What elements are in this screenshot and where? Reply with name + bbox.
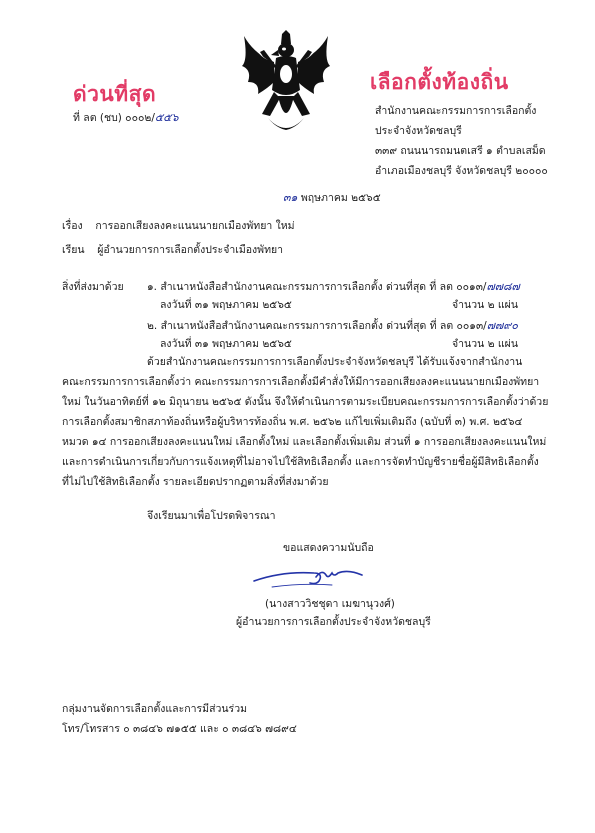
footer-department: กลุ่มงานจัดการเลือกตั้งและการมีส่วนร่วม xyxy=(62,703,248,715)
date-day-handwritten: ๓๑ xyxy=(283,191,298,204)
urgency-stamp: ด่วนที่สุด xyxy=(73,82,157,106)
enclosure-item-1-line1: ๑. สำเนาหนังสือสำนักงานคณะกรรมการการเลือกตั้ง ด่วนที่สุด ที่ ลต ๐๐๑๓/๗๗๘๗ xyxy=(147,280,520,293)
closing-request: จึงเรียนมาเพื่อโปรดพิจารณา xyxy=(147,510,276,522)
enclosure-item-2-quantity: จำนวน ๒ แผ่น xyxy=(452,338,518,350)
document-number-handwritten: ๕๕๖ xyxy=(154,111,179,124)
recipient-line xyxy=(62,243,283,257)
subject-label: เรื่อง xyxy=(62,220,83,232)
recipient-text: ผู้อำนวยการการเลือกตั้งประจำเมืองพัทยา xyxy=(97,244,284,256)
office-name-line2: ประจำจังหวัดชลบุรี xyxy=(375,125,462,137)
enclosure-item-2-handwritten-no: ๗๗๙๐ xyxy=(486,319,519,332)
body-line-6: และการดำเนินการเกี่ยวกับการแจ้งเหตุที่ไม่อาจไปใช้สิทธิเลือกตั้ง และการจัดทำบัญชีรายชื่อผู้มีสิทธิเลือกตั้ง xyxy=(62,456,539,468)
signature-icon xyxy=(252,557,364,591)
closing-salutation: ขอแสดงความนับถือ xyxy=(283,542,374,554)
enclosure-item-1-date: ลงวันที่ ๓๑ พฤษภาคม ๒๕๖๕ xyxy=(160,299,292,311)
body-line-7: ที่ไม่ไปใช้สิทธิเลือกตั้ง รายละเอียดปรากฏตามสิ่งที่ส่งมาด้วย xyxy=(62,476,329,488)
enclosure-item-1-quantity: จำนวน ๒ แผ่น xyxy=(452,299,518,311)
office-address-line1: ๓๓๙ ถนนนารถมนตเสรี ๑ ตำบลเสม็ด xyxy=(375,145,546,157)
document-number xyxy=(73,111,179,125)
date-month-year: พฤษภาคม ๒๕๖๕ xyxy=(300,192,381,204)
body-line-5: หมวด ๑๔ การออกเสียงลงคะแนนใหม่ เลือกตั้งใหม่ และเลือกตั้งเพิ่มเติม ส่วนที่ ๑ การออกเสียงลงคะแนนใหม่ xyxy=(62,436,547,448)
body-line-2: คณะกรรมการการเลือกตั้งว่า คณะกรรมการการเลือกตั้งมีคำสั่งให้มีการออกเสียงลงคะแนนนายกเมืองพัทยา xyxy=(62,376,540,388)
enclosures-label: สิ่งที่ส่งมาด้วย xyxy=(62,281,124,293)
signer-position: ผู้อำนวยการการเลือกตั้งประจำจังหวัดชลบุรี xyxy=(236,616,431,628)
office-address-line2: อำเภอเมืองชลบุรี จังหวัดชลบุรี ๒๐๐๐๐ xyxy=(375,165,548,177)
subject-line xyxy=(62,219,295,233)
document-number-prefix: ที่ ลต (ชบ) ๐๐๐๒/ xyxy=(73,112,155,124)
letter-date xyxy=(283,191,381,205)
recipient-label: เรียน xyxy=(62,244,85,256)
body-line-4: การเลือกตั้งสมาชิกสภาท้องถิ่นหรือผู้บริหารท้องถิ่น พ.ศ. ๒๕๖๒ แก้ไขเพิ่มเติมถึง (ฉบับที่ ๓) พ.ศ. ๒๕๖๔ xyxy=(62,416,523,428)
election-title: เลือกตั้งท้องถิ่น xyxy=(370,70,509,94)
body-line-3: ใหม่ ในวันอาทิตย์ที่ ๑๒ มิถุนายน ๒๕๖๕ ดังนั้น จึงให้ดำเนินการตามระเบียบคณะกรรมการการเลือกตั้งว่าด้วย xyxy=(62,396,549,408)
subject-text: การออกเสียงลงคะแนนนายกเมืองพัทยา ใหม่ xyxy=(95,220,295,232)
enclosure-item-1-handwritten-no: ๗๗๘๗ xyxy=(486,280,520,293)
signer-name: (นางสาววิชชุดา เมฆานุวงศ์) xyxy=(265,598,395,610)
body-line-1: ด้วยสำนักงานคณะกรรมการการเลือกตั้งประจำจังหวัดชลบุรี ได้รับแจ้งจากสำนักงาน xyxy=(147,356,523,368)
office-name-line1: สำนักงานคณะกรรมการการเลือกตั้ง xyxy=(375,105,537,117)
enclosure-item-2-line1: ๒. สำเนาหนังสือสำนักงานคณะกรรมการการเลือกตั้ง ด่วนที่สุด ที่ ลต ๐๐๑๓/๗๗๙๐ xyxy=(147,319,519,332)
enclosure-item-2-date: ลงวันที่ ๓๑ พฤษภาคม ๒๕๖๕ xyxy=(160,338,292,350)
garuda-emblem-icon xyxy=(238,30,334,138)
footer-phone: โทร/โทรสาร ๐ ๓๘๔๖ ๗๑๕๕ และ ๐ ๓๘๔๖ ๗๘๙๔ xyxy=(62,723,297,735)
